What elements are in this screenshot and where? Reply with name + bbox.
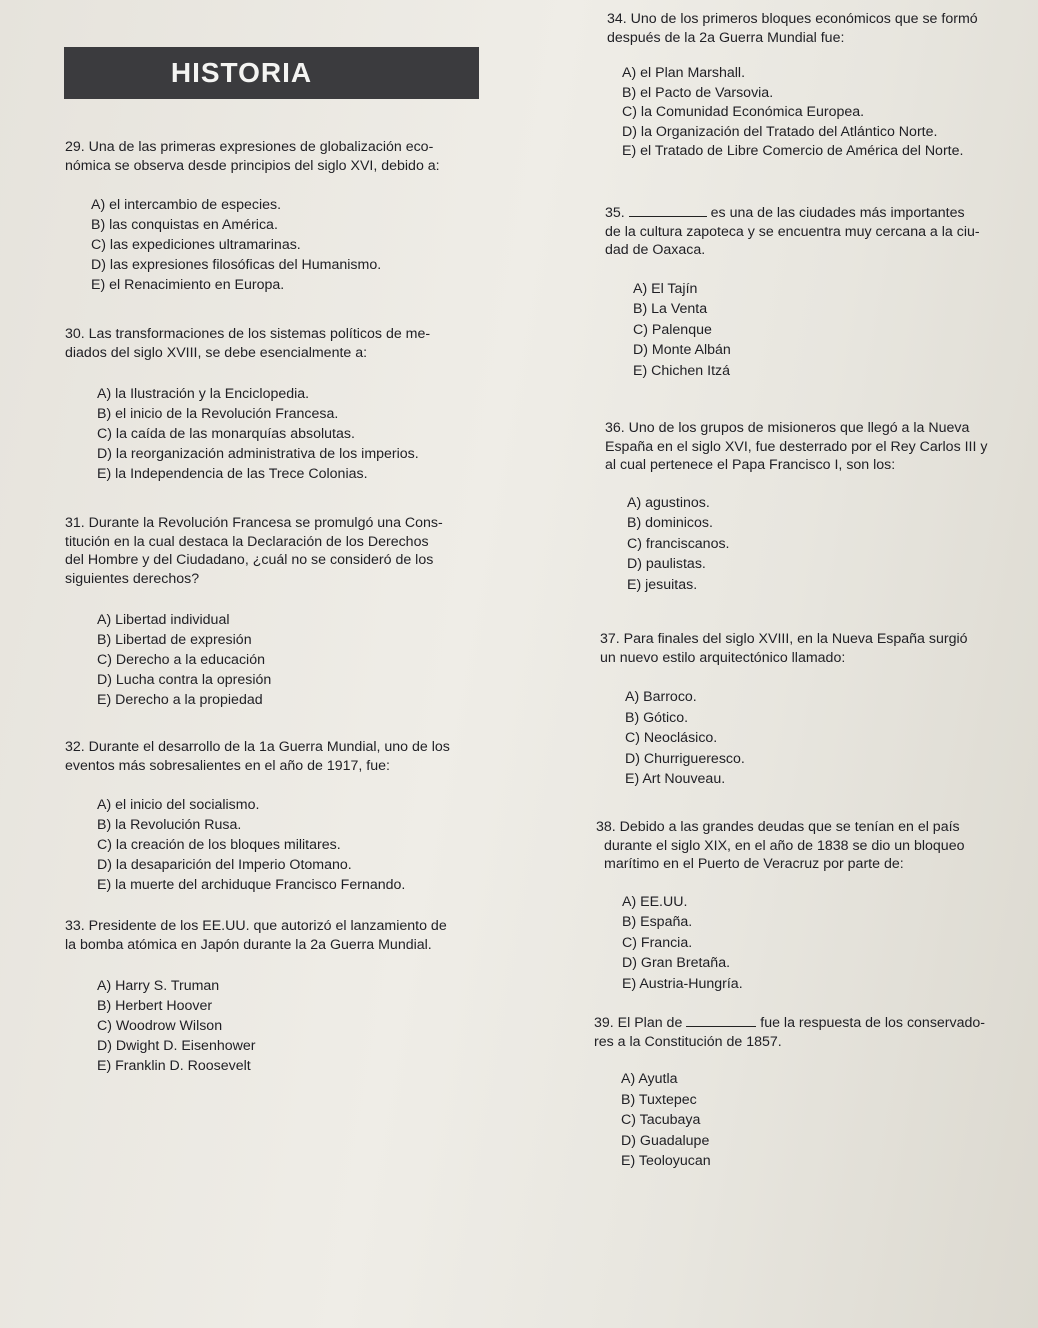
question-stem-line <box>605 204 1033 223</box>
option-a[interactable]: A) Barroco. <box>625 689 697 705</box>
option-c[interactable]: C) Derecho a la educación <box>97 652 265 668</box>
option-b[interactable]: B) Gótico. <box>625 709 689 726</box>
section-banner <box>64 47 479 99</box>
question-stem-line <box>594 1014 1032 1033</box>
option-c[interactable]: C) Neoclásico. <box>625 730 718 746</box>
option-e[interactable]: E) Teoloyucan <box>621 1153 711 1169</box>
question-36 <box>605 419 1033 595</box>
option-b[interactable]: B) el inicio de la Revolución Francesa. <box>97 406 339 422</box>
option-d[interactable]: D) la reorganización administrativa de los imperios. <box>97 446 419 462</box>
option-c[interactable]: C) la caída de las monarquías absolutas. <box>97 426 355 442</box>
question-31 <box>65 514 473 710</box>
question-stem-line: 31. Durante la Revolución Francesa se promulgó una Cons- <box>65 515 443 531</box>
question-stem-line: 34. Uno de los primeros bloques económicos que se formó <box>607 11 978 27</box>
question-35 <box>605 204 1033 381</box>
question-39 <box>594 1014 1032 1172</box>
option-d[interactable]: D) la Organización del Tratado del Atlántico Norte. <box>622 123 938 140</box>
option-d[interactable]: D) paulistas. <box>627 556 706 572</box>
option-e[interactable]: E) la Independencia de las Trece Colonias. <box>97 466 368 482</box>
question-stem-line: res a la Constitución de 1857. <box>594 1033 782 1050</box>
question-stem-line: siguientes derechos? <box>65 570 200 587</box>
question-stem-line: del Hombre y del Ciudadano, ¿cuál no se consideró de los <box>65 552 434 568</box>
option-d[interactable]: D) Monte Albán <box>633 342 731 358</box>
option-c[interactable]: C) Palenque <box>633 321 712 338</box>
question-32 <box>65 738 505 895</box>
option-e[interactable]: E) Austria-Hungría. <box>622 975 743 992</box>
option-d[interactable]: D) Dwight D. Eisenhower <box>97 1038 256 1054</box>
option-b[interactable]: B) Libertad de expresión <box>97 632 252 648</box>
option-c[interactable]: C) la Comunidad Económica Europea. <box>622 104 865 120</box>
question-stem-line: España en el siglo XVI, fue desterrado por el Rey Carlos III y <box>605 438 988 455</box>
question-38 <box>596 818 1022 994</box>
option-a[interactable]: A) Ayutla <box>621 1071 678 1087</box>
option-e[interactable]: E) Derecho a la propiedad <box>97 692 263 708</box>
option-b[interactable]: B) dominicos. <box>627 515 713 531</box>
question-stem-line: eventos más sobresalientes en el año de 1917, fue: <box>65 757 390 774</box>
question-stem-line: dad de Oaxaca. <box>605 242 706 258</box>
question-33 <box>65 917 505 1076</box>
option-d[interactable]: D) Churrigueresco. <box>625 750 745 767</box>
question-stem-line: nómica se observa desde principios del siglo XVI, debido a: <box>65 157 440 174</box>
option-e[interactable]: E) jesuitas. <box>627 576 698 593</box>
option-a[interactable]: A) Harry S. Truman <box>97 978 220 994</box>
option-a[interactable]: A) EE.UU. <box>622 893 688 910</box>
option-d[interactable]: D) Gran Bretaña. <box>622 955 731 971</box>
question-stem-line: un nuevo estilo arquitectónico llamado: <box>600 649 846 666</box>
option-e[interactable]: E) el Renacimiento en Europa. <box>91 277 285 293</box>
question-number: 39. El Plan de <box>594 1015 683 1031</box>
option-d[interactable]: D) Lucha contra la opresión <box>97 672 272 688</box>
option-a[interactable]: A) El Tajín <box>633 280 698 297</box>
question-34 <box>607 10 1032 162</box>
option-a[interactable]: A) el intercambio de especies. <box>91 197 282 213</box>
option-c[interactable]: C) Francia. <box>622 934 693 951</box>
option-a[interactable]: A) la Ilustración y la Enciclopedia. <box>97 386 310 402</box>
option-a[interactable]: A) el inicio del socialismo. <box>97 797 260 813</box>
option-b[interactable]: B) España. <box>622 914 693 930</box>
question-stem-line: 30. Las transformaciones de los sistemas políticos de me- <box>65 326 431 342</box>
question-29 <box>65 138 505 295</box>
option-a[interactable]: A) Libertad individual <box>97 612 230 628</box>
option-e[interactable]: E) Franklin D. Roosevelt <box>97 1058 251 1074</box>
question-stem-text: fue la respuesta de los conservado- <box>760 1015 986 1031</box>
question-37 <box>600 630 1032 790</box>
question-stem-line: 32. Durante el desarrollo de la 1a Guerra Mundial, uno de los <box>65 739 450 755</box>
question-stem-line: la bomba atómica en Japón durante la 2a Guerra Mundial. <box>65 936 432 953</box>
question-stem-line: titución en la cual destaca la Declaración de los Derechos <box>65 533 429 550</box>
option-c[interactable]: C) franciscanos. <box>627 535 730 552</box>
option-b[interactable]: B) Herbert Hoover <box>97 998 213 1014</box>
question-stem-line: 36. Uno de los grupos de misioneros que llegó a la Nueva <box>605 420 970 436</box>
option-e[interactable]: E) la muerte del archiduque Francisco Fernando. <box>97 877 406 893</box>
question-stem-line: 38. Debido a las grandes deudas que se tenían en el país <box>596 819 960 835</box>
option-b[interactable]: B) la Revolución Rusa. <box>97 817 242 833</box>
question-stem-line: al cual pertenece el Papa Francisco I, son los: <box>605 457 896 473</box>
section-title: HISTORIA <box>170 57 313 88</box>
question-stem-line: después de la 2a Guerra Mundial fue: <box>607 29 845 46</box>
question-stem-line: marítimo en el Puerto de Veracruz por parte de: <box>604 856 904 872</box>
option-d[interactable]: D) la desaparición del Imperio Otomano. <box>97 857 352 873</box>
option-a[interactable]: A) agustinos. <box>627 494 710 511</box>
question-stem-text: es una de las ciudades más importantes <box>710 205 965 221</box>
option-c[interactable]: C) Tacubaya <box>621 1112 701 1128</box>
option-d[interactable]: D) las expresiones filosóficas del Humanismo. <box>91 257 382 273</box>
answer-blank[interactable] <box>686 1014 756 1027</box>
question-stem-line: 33. Presidente de los EE.UU. que autorizó el lanzamiento de <box>65 918 447 934</box>
option-d[interactable]: D) Guadalupe <box>621 1132 710 1149</box>
option-e[interactable]: E) Art Nouveau. <box>625 771 726 787</box>
question-stem-line: 29. Una de las primeras expresiones de globalización eco- <box>65 139 434 155</box>
option-c[interactable]: C) la creación de los bloques militares. <box>97 837 341 853</box>
option-a[interactable]: A) el Plan Marshall. <box>622 65 746 81</box>
option-b[interactable]: B) el Pacto de Varsovia. <box>622 84 774 101</box>
option-e[interactable]: E) el Tratado de Libre Comercio de América del Norte. <box>622 143 964 159</box>
option-c[interactable]: C) Woodrow Wilson <box>97 1018 223 1034</box>
question-stem-line: 37. Para finales del siglo XVIII, en la Nueva España surgió <box>600 631 968 647</box>
option-e[interactable]: E) Chichen Itzá <box>633 362 730 379</box>
question-stem-line: durante el siglo XIX, en el año de 1838 se dio un bloqueo <box>604 837 965 854</box>
question-stem-line: de la cultura zapoteca y se encuentra muy cercana a la ciu- <box>605 223 980 240</box>
option-b[interactable]: B) las conquistas en América. <box>91 217 278 233</box>
option-b[interactable]: B) La Venta <box>633 301 708 317</box>
option-c[interactable]: C) las expediciones ultramarinas. <box>91 237 301 253</box>
question-30 <box>65 325 505 484</box>
question-stem-line: diados del siglo XVIII, se debe esencialmente a: <box>65 344 368 361</box>
option-b[interactable]: B) Tuxtepec <box>621 1091 697 1108</box>
answer-blank[interactable] <box>629 204 707 217</box>
question-number: 35. <box>605 205 625 221</box>
